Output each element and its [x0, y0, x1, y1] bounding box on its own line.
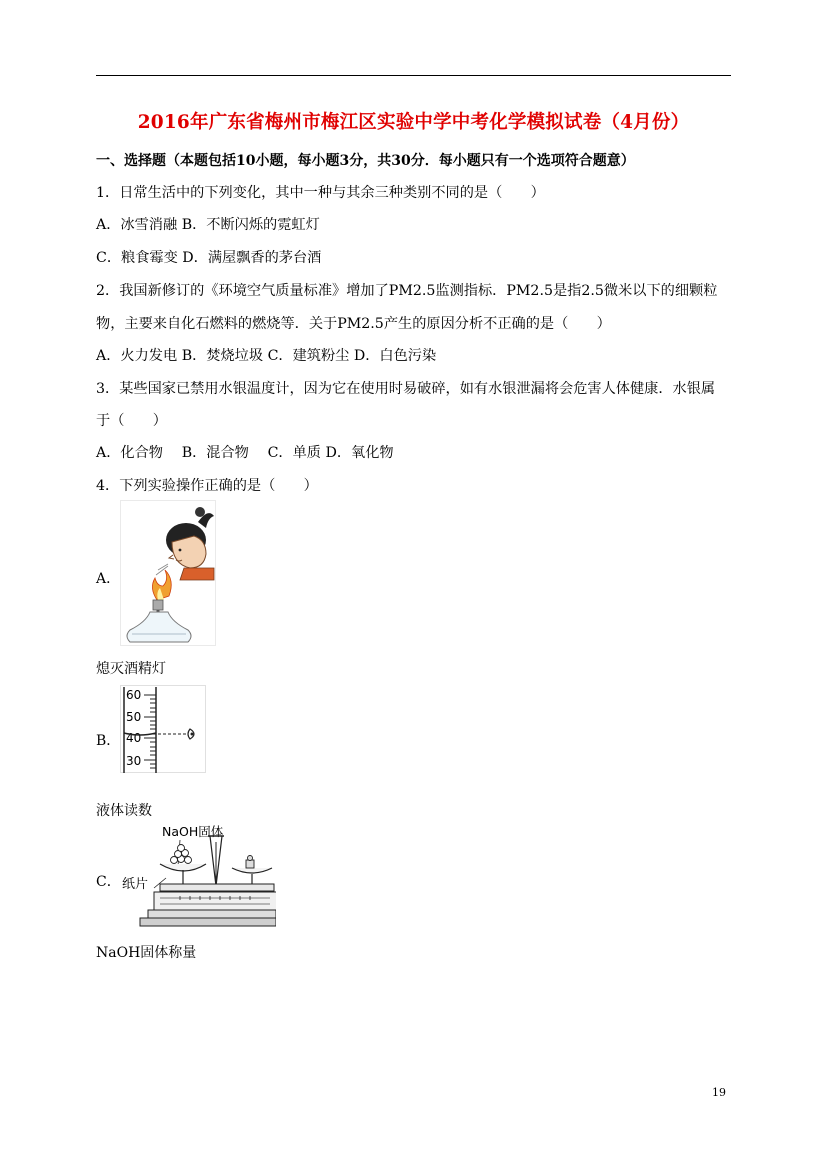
scale-30: 30	[126, 754, 142, 768]
scale-40: 40	[126, 731, 142, 745]
q1-options-2: C．粮食霉变 D．满屋飘香的茅台酒	[96, 250, 322, 266]
header-rule	[96, 75, 731, 76]
page-number: 19	[712, 1086, 726, 1099]
q2-options: A．火力发电 B．焚烧垃圾 C．建筑粉尘 D．白色污染	[96, 348, 437, 364]
q4-c-caption: NaOH固体称量	[96, 945, 197, 961]
q4-c-label: C．	[96, 874, 121, 890]
naoh-label: NaOH固体	[162, 824, 224, 839]
exam-title: 2016年广东省梅州市梅江区实验中学中考化学模拟试卷（4月份）	[137, 112, 690, 133]
balance-scale-figure	[120, 822, 276, 928]
q3-stem-1: 3．某些国家已禁用水银温度计，因为它在使用时易破碎，如有水银泄漏将会危害人体健康．水银属	[96, 381, 716, 397]
scale-60: 60	[126, 688, 142, 702]
paper-label: 纸片	[122, 877, 149, 892]
q4-a-label: A．	[96, 571, 121, 587]
alcohol-lamp-figure	[120, 500, 216, 646]
q4-b-label: B．	[96, 733, 121, 749]
q1-options-1: A．冰雪消融 B．不断闪烁的霓虹灯	[96, 217, 320, 233]
q4-b-caption: 液体读数	[96, 803, 152, 819]
q4-a-caption: 熄灭酒精灯	[96, 661, 166, 677]
graduated-cylinder-figure	[120, 685, 206, 773]
q2-stem-1: 2．我国新修订的《环境空气质量标准》增加了PM2.5监测指标．PM2.5是指2.5微米以下的细颗粒	[96, 283, 718, 299]
q3-options: A．化合物 B．混合物 C．单质 D．氧化物	[96, 445, 394, 461]
q1-stem: 1．日常生活中的下列变化，其中一种与其余三种类别不同的是（ ）	[96, 185, 545, 201]
section-header: 一、选择题（本题包括10小题，每小题3分，共30分．每小题只有一个选项符合题意）	[96, 153, 635, 169]
scale-50: 50	[126, 710, 142, 724]
q2-stem-2: 物，主要来自化石燃料的燃烧等．关于PM2.5产生的原因分析不正确的是（ ）	[96, 316, 611, 332]
q4-stem: 4．下列实验操作正确的是（ ）	[96, 478, 318, 494]
q3-stem-2: 于（ ）	[96, 413, 167, 429]
